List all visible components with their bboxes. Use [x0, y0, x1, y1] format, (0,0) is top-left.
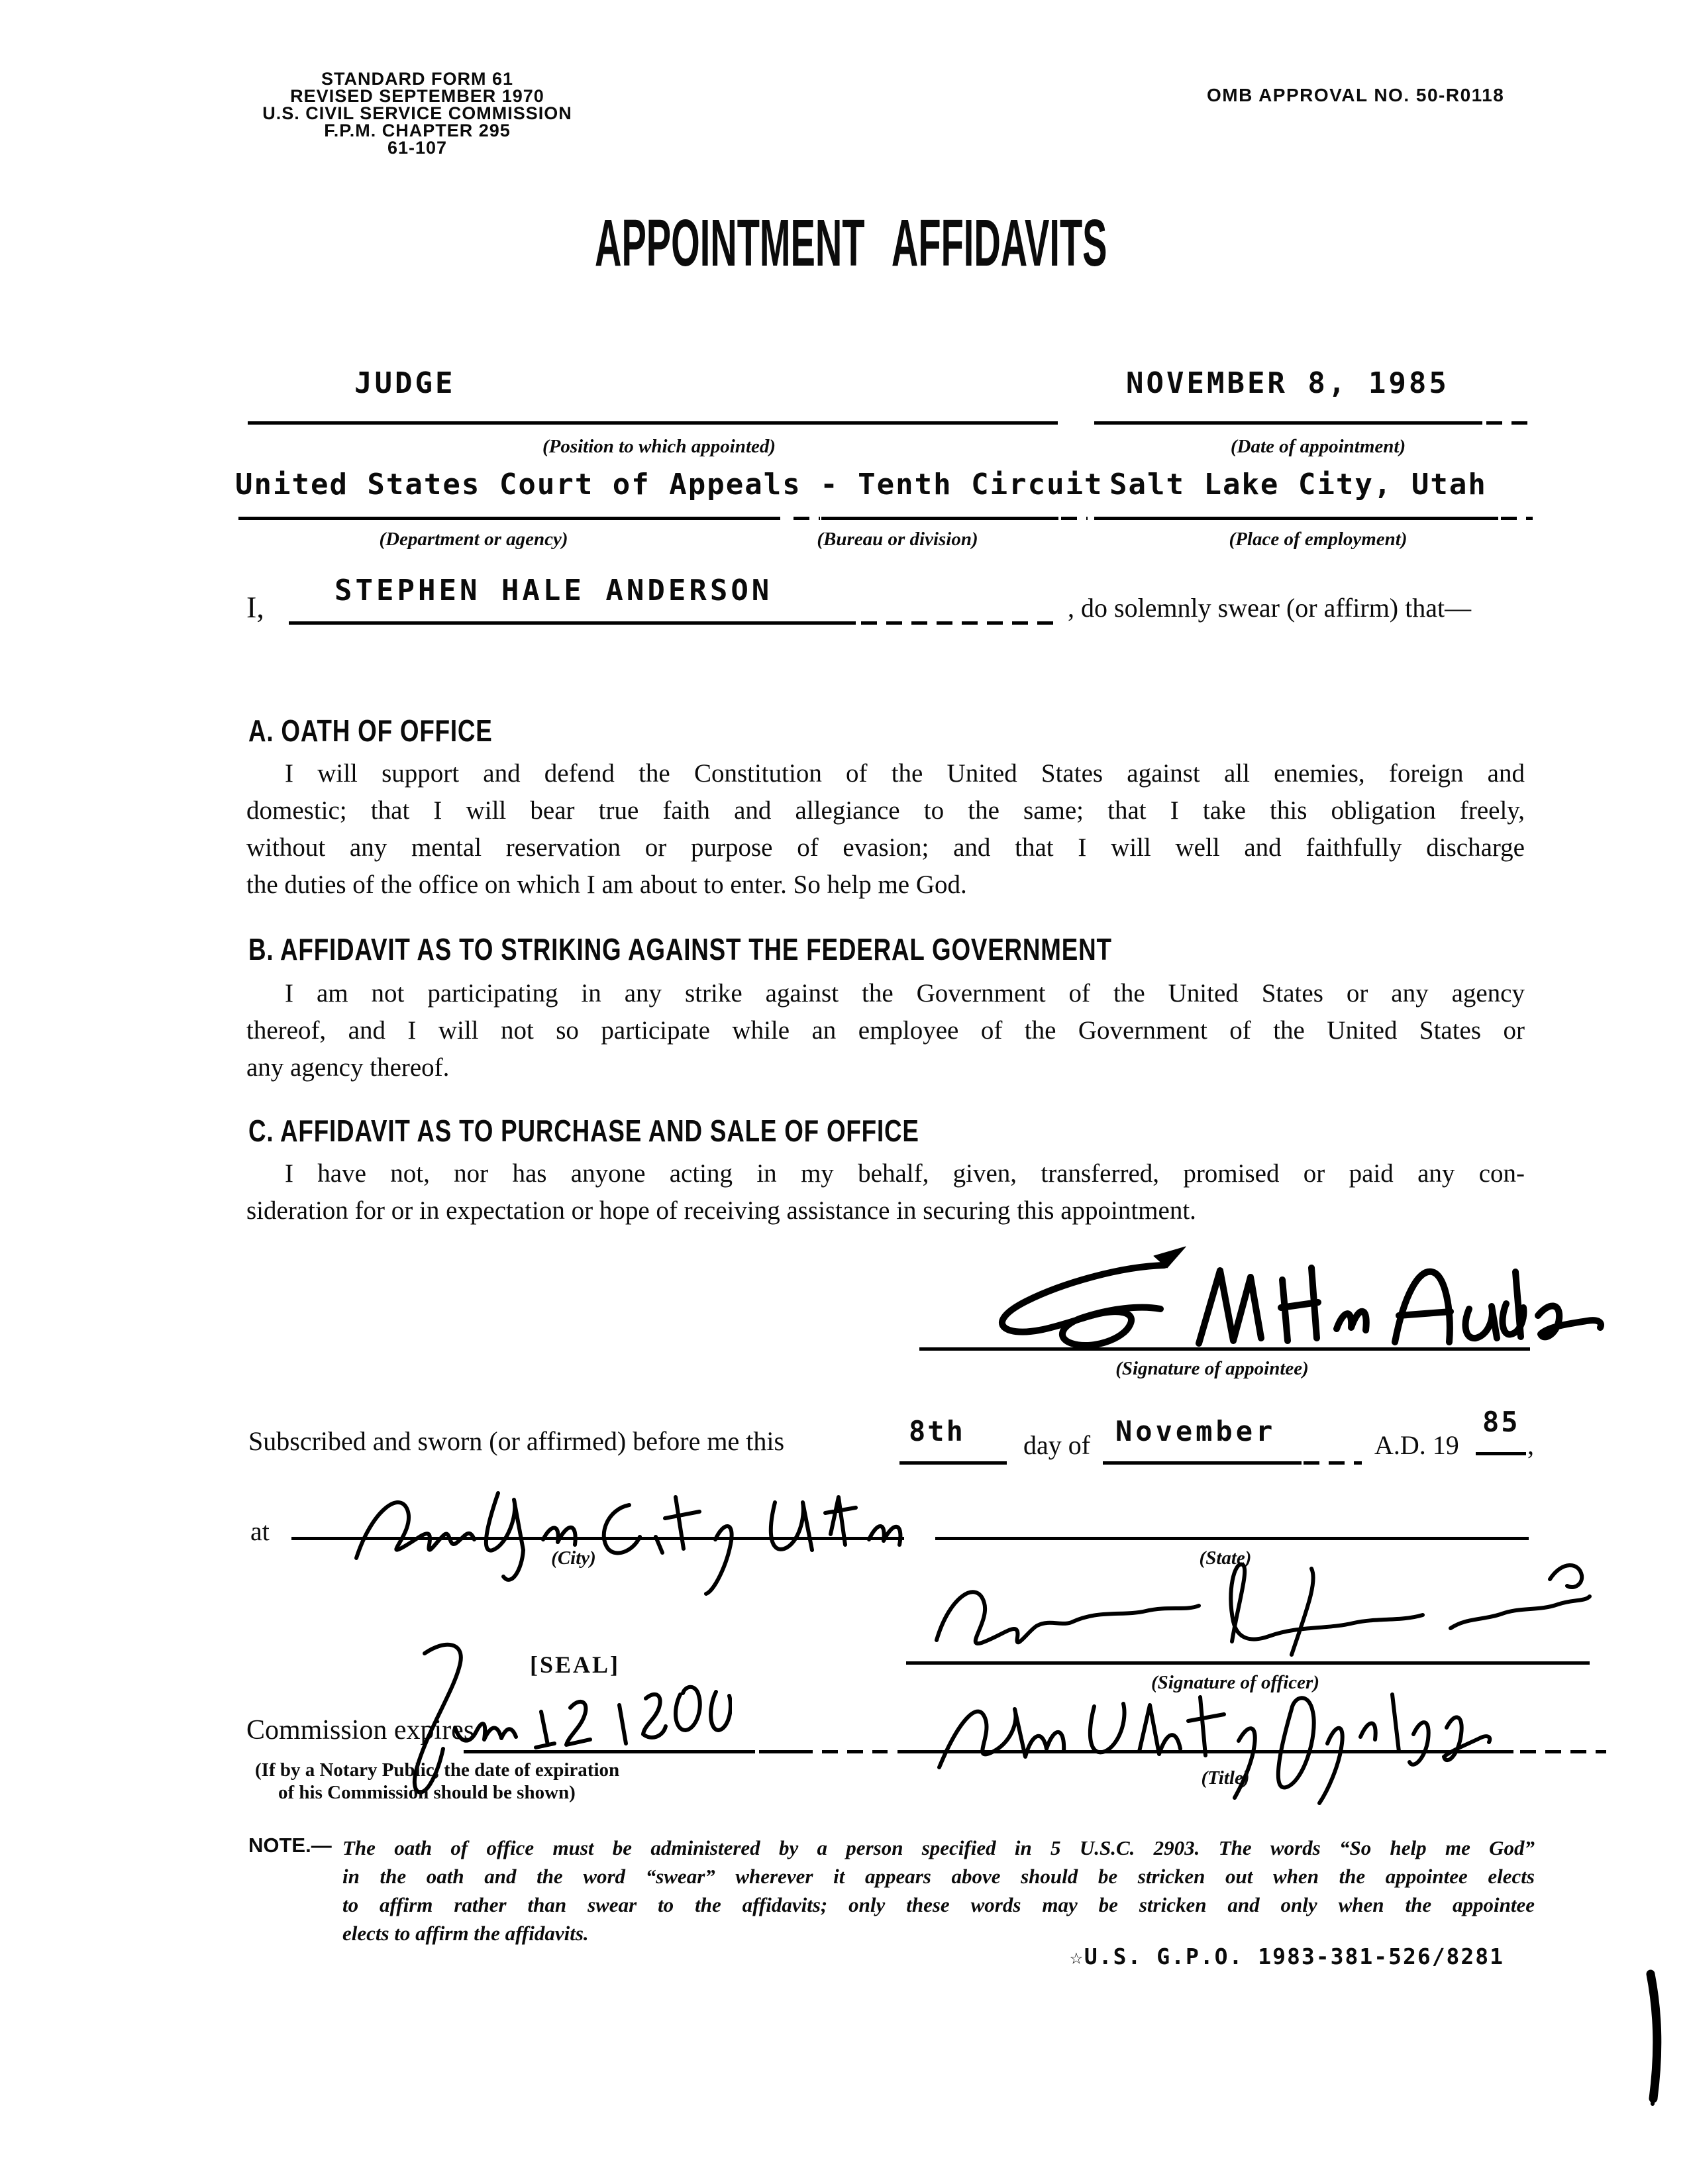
- form-id-line: REVISED SEPTEMBER 1970: [290, 86, 544, 106]
- title-underline-lead-dashes: [772, 1750, 888, 1753]
- city-state-handwriting: [344, 1471, 974, 1596]
- month-underline-dashes: [1304, 1461, 1362, 1465]
- place-underline: [1094, 517, 1498, 520]
- title-underline: [897, 1750, 1513, 1753]
- place-label: (Place of employment): [1229, 529, 1408, 550]
- paragraph-line: I will support and defend the Constitution of the United States against all enemies, foreign and: [285, 759, 1525, 788]
- date-underline-dashes: [1486, 421, 1533, 425]
- date-underline: [1094, 421, 1482, 425]
- bureau-underline-dash: [1061, 517, 1088, 520]
- form-identification-block: [219, 70, 616, 156]
- paragraph-line: domestic; that I will bear true faith and allegiance to the same; that I take this obligation freely,: [246, 796, 1525, 825]
- section-b-body: [246, 975, 1525, 1086]
- paragraph-line: thereof, and I will not so participate while an employee of the Government of the United States or: [246, 1016, 1525, 1045]
- paragraph-line: sideration for or in expectation or hope of receiving assistance in securing this appointment.: [246, 1196, 1196, 1225]
- day-connector: day of: [1023, 1430, 1091, 1460]
- place-value: Salt Lake City, Utah: [1109, 468, 1487, 501]
- appointee-signature-label: (Signature of appointee): [1115, 1358, 1309, 1379]
- position-underline: [248, 421, 1058, 425]
- bureau-underline-dash: [793, 517, 820, 520]
- bureau-underline: [821, 517, 1058, 520]
- month-value: November: [1115, 1415, 1276, 1447]
- department-underline: [238, 517, 780, 520]
- city-underline: [291, 1537, 904, 1540]
- note-line: elects to affirm the affidavits.: [342, 1922, 589, 1945]
- commission-note-line1: (If by a Notary Public, the date of expiration: [255, 1759, 620, 1781]
- day-underline: [899, 1461, 1007, 1465]
- year-prefix: A.D. 19: [1374, 1430, 1459, 1460]
- commission-note-line2: of his Commission should be shown): [278, 1782, 576, 1803]
- appointee-name-value: STEPHEN HALE ANDERSON: [334, 574, 773, 607]
- year-value: 85: [1482, 1406, 1520, 1438]
- year-underline: [1476, 1452, 1526, 1455]
- section-a-heading: A. OATH OF OFFICE: [248, 713, 493, 748]
- date-value: NOVEMBER 8, 1985: [1126, 366, 1449, 400]
- note-line: in the oath and the word “swear” wherever it appears above should be stricken out when the appointee elects: [342, 1865, 1535, 1888]
- title-underline-dashes: [1520, 1750, 1606, 1753]
- section-a-body: [246, 755, 1525, 904]
- paragraph-line: I am not participating in any strike against the Government of the United States or any agency: [285, 979, 1525, 1008]
- oath-prefix: I,: [246, 590, 264, 624]
- date-label: (Date of appointment): [1230, 436, 1406, 457]
- officer-signature-label: (Signature of officer): [1151, 1672, 1320, 1693]
- form-id-line: STANDARD FORM 61: [321, 69, 513, 89]
- position-label: (Position to which appointed): [542, 436, 776, 457]
- section-c-heading: C. AFFIDAVIT AS TO PURCHASE AND SALE OF OFFICE: [248, 1114, 919, 1148]
- paragraph-line: any agency thereof.: [246, 1053, 450, 1082]
- commission-prefix: Commission expires: [246, 1715, 475, 1745]
- form-id-line: U.S. CIVIL SERVICE COMMISSION: [262, 103, 572, 123]
- bureau-label: (Bureau or division): [817, 529, 978, 550]
- day-value: 8th: [909, 1415, 965, 1447]
- officer-signature-handwriting: [921, 1555, 1603, 1668]
- city-label: (City): [551, 1547, 596, 1569]
- section-b-heading: B. AFFIDAVIT AS TO STRIKING AGAINST THE FEDERAL GOVERNMENT: [248, 932, 1112, 966]
- stray-scan-mark: [1631, 1969, 1670, 2108]
- year-suffix: ,: [1527, 1430, 1534, 1460]
- appointee-signature-handwriting: [921, 1231, 1610, 1357]
- state-label: (State): [1199, 1547, 1252, 1569]
- note-label: NOTE.—: [248, 1834, 332, 1857]
- note-line: to affirm rather than swear to the affidavits; only these words may be stricken and only when the appointee: [342, 1893, 1535, 1916]
- paragraph-line: without any mental reservation or purpose of evasion; and that I will well and faithfully discharge: [246, 833, 1525, 862]
- section-c-body: [246, 1155, 1525, 1229]
- paragraph-line: the duties of the office on which I am about to enter. So help me God.: [246, 870, 967, 899]
- position-value: JUDGE: [354, 366, 456, 400]
- omb-approval-number: OMB APPROVAL NO. 50-R0118: [1207, 85, 1505, 105]
- oath-suffix: , do solemnly swear (or affirm) that—: [1068, 593, 1472, 623]
- note-body: [342, 1834, 1535, 1948]
- name-underline-dashes: [861, 621, 1060, 625]
- gpo-print-line: ☆U.S. G.P.O. 1983-381-526/8281: [1070, 1944, 1505, 1969]
- title-label: (Title): [1201, 1767, 1250, 1789]
- month-underline: [1103, 1461, 1302, 1465]
- commission-underline: [464, 1750, 755, 1753]
- form-id-line: 61-107: [387, 138, 448, 158]
- appointee-signature-line: [919, 1347, 1530, 1351]
- paragraph-line: I have not, nor has anyone acting in my behalf, given, transferred, promised or paid any con-: [285, 1159, 1525, 1188]
- department-value: United States Court of Appeals - Tenth Circuit: [235, 468, 1103, 501]
- at-word: at: [250, 1516, 270, 1546]
- subscribed-prefix: Subscribed and sworn (or affirmed) before me this: [248, 1426, 785, 1456]
- name-underline: [289, 621, 856, 625]
- note-line: The oath of office must be administered by a person specified in 5 U.S.C. 2903. The words “So help me God”: [342, 1836, 1535, 1859]
- state-underline: [935, 1537, 1529, 1540]
- form-id-line: F.P.M. CHAPTER 295: [324, 121, 511, 140]
- seal-text: [SEAL]: [530, 1651, 621, 1678]
- department-label: (Department or agency): [379, 529, 568, 550]
- place-underline-dashes: [1501, 517, 1533, 520]
- page-title: APPOINTMENT AFFIDAVITS: [595, 206, 1107, 280]
